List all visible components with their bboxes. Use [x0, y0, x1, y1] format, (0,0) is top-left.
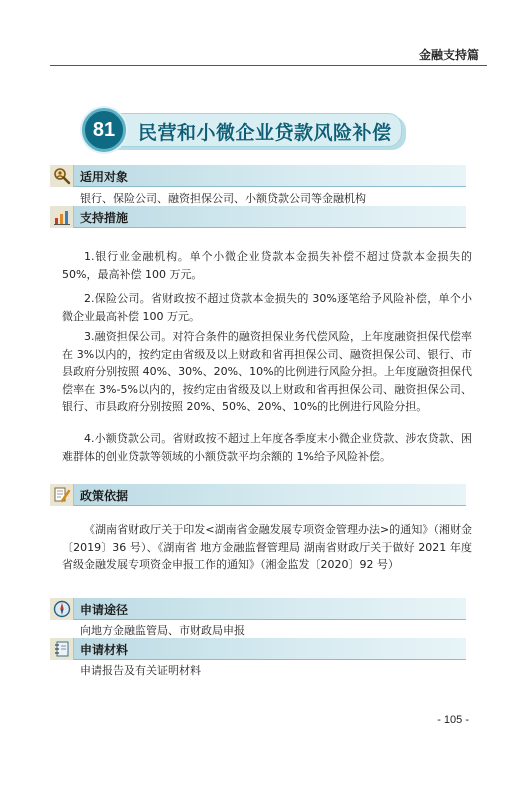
section-title-materials: 申请材料	[80, 643, 129, 657]
channel-body: 向地方金融监管局、市财政局申报	[80, 624, 245, 637]
section-title-target: 适用对象	[80, 170, 129, 184]
header-divider	[50, 65, 487, 66]
section-header-channel	[50, 598, 466, 620]
section-header-materials	[50, 638, 466, 660]
document-pencil-icon	[50, 484, 74, 506]
bar-chart-icon	[50, 206, 74, 228]
section-header-target	[50, 165, 466, 187]
title-number-badge: 81	[82, 108, 126, 152]
measure-paragraph-1: 1.银行业金融机构。单个小微企业贷款本金损失补偿不超过贷款本金损失的 50%，最高补偿 100 万元。	[62, 250, 472, 281]
basis-body: 《湖南省财政厅关于印发<湖南省金融发展专项资金管理办法>的通知》（湘财金〔2019〕36 号）、《湖南省 地方金融监督管理局 湖南省财政厅关于做好 2021 年度省级金融发展专项资金申报工作的通知》（湘金监发〔2020〕92 号）	[62, 523, 472, 571]
compass-icon	[50, 598, 74, 620]
measure-paragraph-4: 4.小额贷款公司。省财政按不超过上年度各季度末小微企业贷款、涉农贷款、困难群体的创业贷款等领域的小额贷款平均余额的 1%给予风险补偿。	[62, 432, 472, 463]
measure-paragraph-3: 3.融资担保公司。对符合条件的融资担保业务代偿风险，上年度融资担保代偿率在 3%以内的，按约定由省级及以上财政和省再担保公司、融资担保公司、银行、市县政府分别按照 40%、30%、20%、10%的比例进行风险分担。上年度融资担保代偿率在 3%-5%以内的，按约定由省级及以上财政和省再担保公司、融资担保公司、银行、市县政府分别按照 20%、50%、20%、10%的比例进行风险分担。	[62, 330, 472, 413]
section-header-measures	[50, 206, 466, 228]
magnifier-person-icon	[50, 165, 74, 187]
section-header-basis	[50, 484, 466, 506]
page-title: 民营和小微企业贷款风险补偿	[138, 122, 392, 144]
notebook-icon	[50, 638, 74, 660]
page-number: - 105 -	[437, 714, 469, 726]
section-title-measures: 支持措施	[80, 211, 129, 225]
running-header-section-label: 金融支持篇	[418, 48, 479, 62]
section-title-channel: 申请途径	[80, 603, 129, 617]
section-title-basis: 政策依据	[80, 489, 129, 503]
measure-paragraph-2: 2.保险公司。省财政按不超过贷款本金损失的 30%逐笔给予风险补偿，单个小微企业最高补偿 100 万元。	[62, 292, 472, 323]
materials-body: 申请报告及有关证明材料	[80, 664, 201, 677]
title-banner	[82, 108, 408, 152]
target-body: 银行、保险公司、融资担保公司、小额贷款公司等金融机构	[80, 192, 366, 205]
